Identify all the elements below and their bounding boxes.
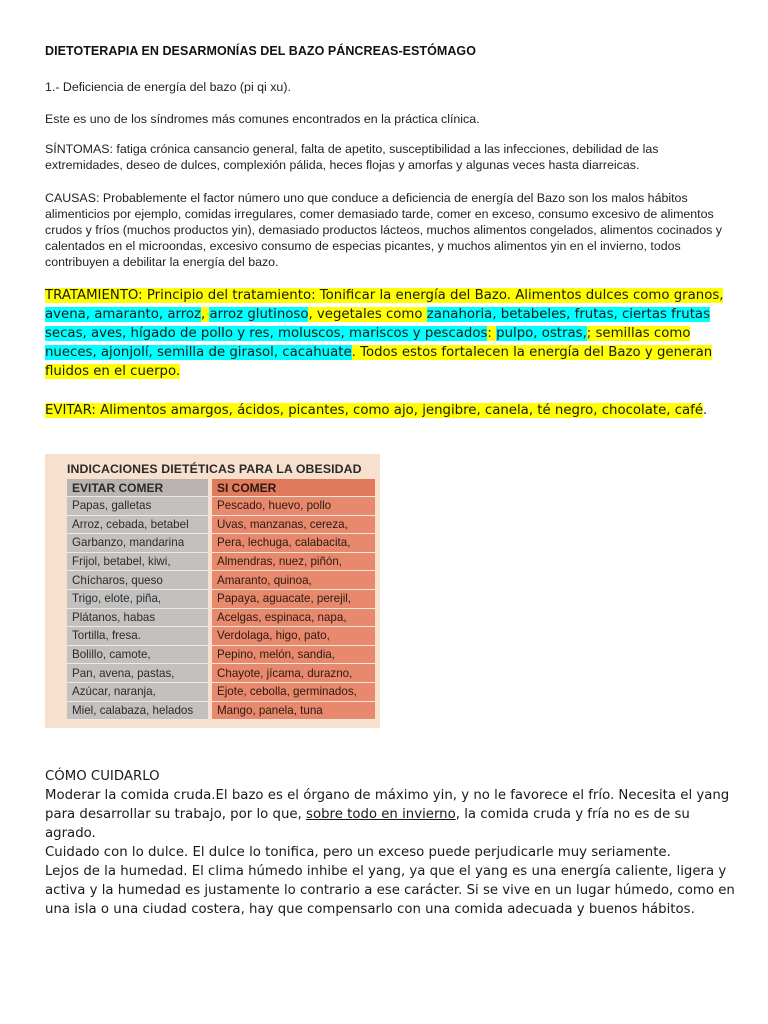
diet-table: [67, 479, 375, 720]
eat-cell: Pera, lechuga, calabacita,: [210, 534, 375, 553]
document-title: DIETOTERAPIA EN DESARMONÍAS DEL BAZO PÁNCREAS-ESTÓMAGO: [45, 44, 476, 58]
header-si-comer: SI COMER: [210, 479, 375, 497]
tratamiento-text-1: TRATAMIENTO: Principio del tratamiento: Tonificar la energía del Bazo. Alimentos dulces como granos,: [45, 288, 724, 303]
diet-table-header-row: [67, 479, 375, 497]
table-row: [67, 534, 375, 553]
tratamiento-text-3: , vegetales como: [308, 307, 427, 322]
avoid-cell: Plátanos, habas: [67, 608, 210, 627]
table-row: [67, 664, 375, 683]
eat-cell: Pescado, huevo, pollo: [210, 497, 375, 516]
eat-cell: Papaya, aguacate, perejil,: [210, 589, 375, 608]
avoid-cell: Pan, avena, pastas,: [67, 664, 210, 683]
evitar-text: EVITAR: Alimentos amargos, ácidos, picantes, como ajo, jengibre, canela, té negro, chocolate, café: [45, 403, 704, 418]
tratamiento-highlight-rice: arroz glutinoso: [209, 307, 309, 322]
cuidarlo-p1-underlined: sobre todo en invierno: [306, 807, 456, 822]
eat-cell: Chayote, jícama, durazno,: [210, 664, 375, 683]
eat-cell: Mango, panela, tuna: [210, 701, 375, 720]
avoid-cell: Chícharos, queso: [67, 571, 210, 590]
cuidarlo-paragraph-dulce: Cuidado con lo dulce. El dulce lo tonifica, pero un exceso puede perjudicarle muy seriamente.: [45, 845, 671, 860]
table-row: [67, 701, 375, 720]
avoid-cell: Garbanzo, mandarina: [67, 534, 210, 553]
avoid-cell: Miel, calabaza, helados: [67, 701, 210, 720]
paragraph-sindrome: Este es uno de los síndromes más comunes encontrados en la práctica clínica.: [45, 112, 480, 126]
tratamiento-highlight-grains: avena, amaranto, arroz: [45, 307, 201, 322]
table-row: [67, 497, 375, 516]
tratamiento-text-4: :: [487, 326, 497, 341]
cuidarlo-p1-start: Moderar la comida cruda.El bazo es el órgano de máximo yin, y no le favorece el frío. Necesita el yang para desarrollar su trabajo, por lo que,: [45, 788, 730, 822]
table-row: [67, 589, 375, 608]
header-evitar-comer: EVITAR COMER: [67, 479, 210, 497]
cuidarlo-heading: CÓMO CUIDARLO: [45, 769, 160, 784]
table-row: [67, 608, 375, 627]
tratamiento-text-5: ; semillas como: [586, 326, 691, 341]
paragraph-evitar: [45, 401, 735, 420]
eat-cell: Uvas, manzanas, cereza,: [210, 515, 375, 534]
section-como-cuidarlo: [45, 767, 735, 919]
eat-cell: Pepino, melón, sandia,: [210, 645, 375, 664]
table-row: [67, 515, 375, 534]
table-row: [67, 552, 375, 571]
avoid-cell: Trigo, elote, piña,: [67, 589, 210, 608]
cuidarlo-p1-end: , la comida cruda y fría no es de su agrado.: [45, 807, 690, 841]
paragraph-sintomas: SÍNTOMAS: fatiga crónica cansancio general, falta de apetito, susceptibilidad a las infecciones, debilidad de las extremidades, deseo de dulces, complexión pálida, heces flojas y amorfas y algunas veces hasta diarreicas.: [45, 142, 659, 172]
paragraph-causas: CAUSAS: Probablemente el factor número uno que conduce a deficiencia de energía del Bazo son los malos hábitos alimenticios por ejemplo, comidas irregulares, comer demasiado tarde, comer en exceso, consumo excesivo de alimentos crudos y fríos (muchos productos yin), demasiado productos lácteos, muchos alimentos congelados, alimentos cocinados y calentados en el microondas, excesivo consumo de especias picantes, y muchos alimentos yin en el invierno, todos contribuyen a debilitar la energía del bazo.: [45, 191, 723, 269]
diet-table-image: [45, 454, 380, 728]
table-row: [67, 571, 375, 590]
paragraph-tratamiento: [45, 286, 735, 381]
avoid-cell: Papas, galletas: [67, 497, 210, 516]
tratamiento-highlight-seeds: nueces, ajonjolí, semilla de girasol, cacahuate: [45, 345, 352, 360]
eat-cell: Ejote, cebolla, germinados,: [210, 682, 375, 701]
diet-table-title: INDICACIONES DIETÉTICAS PARA LA OBESIDAD: [67, 462, 362, 476]
tratamiento-text-2: ,: [201, 307, 210, 322]
eat-cell: Verdolaga, higo, pato,: [210, 627, 375, 646]
eat-cell: Amaranto, quinoa,: [210, 571, 375, 590]
eat-cell: Almendras, nuez, piñón,: [210, 552, 375, 571]
cuidarlo-paragraph-humedad: Lejos de la humedad. El clima húmedo inhibe el yang, ya que el yang es una energía caliente, ligera y activa y la humedad es justamente lo contrario a ese carácter. Si se vive en un lugar húmedo, como en una isla o una ciudad costera, hay que compensarlo con una comida adecuada y buenos hábitos.: [45, 864, 735, 917]
avoid-cell: Bolillo, camote,: [67, 645, 210, 664]
eat-cell: Acelgas, espinaca, napa,: [210, 608, 375, 627]
tratamiento-highlight-vegetables: zanahoria, betabeles, frutas, ciertas frutas secas, aves, hígado de pollo y res, moluscos, mariscos y pescados: [45, 307, 710, 341]
evitar-period: .: [703, 403, 708, 418]
paragraph-deficiencia: 1.- Deficiencia de energía del bazo (pi qi xu).: [45, 80, 291, 94]
table-row: [67, 627, 375, 646]
avoid-cell: Tortilla, fresa.: [67, 627, 210, 646]
table-row: [67, 682, 375, 701]
avoid-cell: Frijol, betabel, kiwi,: [67, 552, 210, 571]
avoid-cell: Azúcar, naranja,: [67, 682, 210, 701]
avoid-cell: Arroz, cebada, betabel: [67, 515, 210, 534]
tratamiento-highlight-shellfish: pulpo, ostras,: [496, 326, 587, 341]
tratamiento-text-6: . Todos estos fortalecen la energía del Bazo y generan fluidos en el cuerpo.: [45, 345, 713, 379]
cuidarlo-paragraph-cruda: [45, 786, 735, 843]
table-row: [67, 645, 375, 664]
